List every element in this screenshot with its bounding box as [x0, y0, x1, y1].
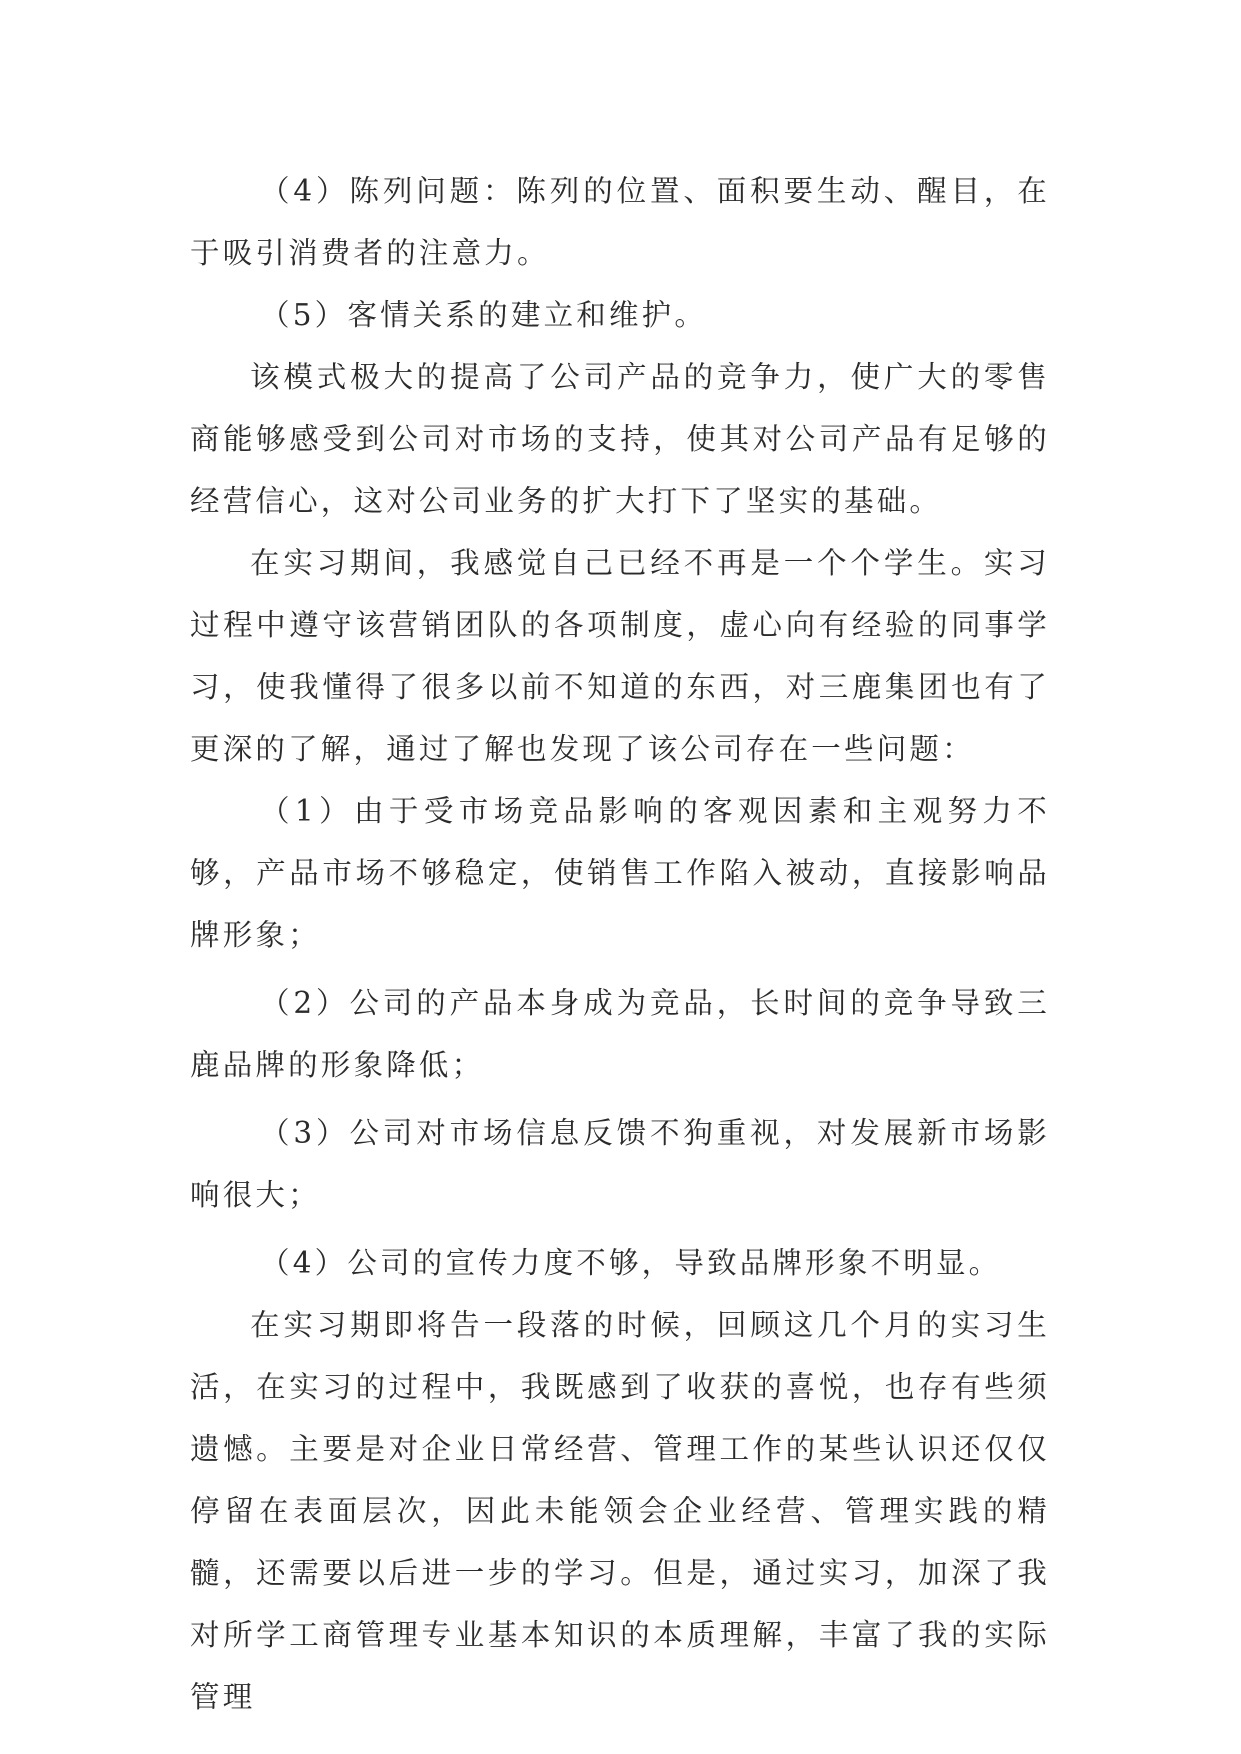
paragraph-problem-2: （2）公司的产品本身成为竞品，长时间的竞争导致三鹿品牌的形象降低； [190, 986, 1050, 1082]
paragraph-display-issue: （4）陈列问题：陈列的位置、面积要生动、醒目，在于吸引消费者的注意力。 [190, 174, 1050, 270]
paragraph-internship-period: 在实习期间，我感觉自己已经不再是一个个学生。实习过程中遵守该营销团队的各项制度，虚心向有经验的同事学习，使我懂得了很多以前不知道的东西，对三鹿集团也有了更深的了解，通过了解也发现了该公司存在一些问题： [190, 546, 1050, 766]
paragraph-conclusion: 在实习期即将告一段落的时候，回顾这几个月的实习生活，在实习的过程中，我既感到了收获的喜悦，也存有些须遗憾。主要是对企业日常经营、管理工作的某些认识还仅仅停留在表面层次，因此未能领会企业经营、管理实践的精髓，还需要以后进一步的学习。但是，通过实习，加深了我对所学工商管理专业基本知识的本质理解，丰富了我的实际管理 [190, 1308, 1050, 1714]
paragraph-problem-3: （3）公司对市场信息反馈不狗重视，对发展新市场影响很大； [190, 1116, 1050, 1212]
document-body [190, 160, 1050, 1728]
paragraph-problem-4: （4）公司的宣传力度不够，导致品牌形象不明显。 [260, 1246, 1002, 1280]
paragraph-problem-1: （1）由于受市场竞品影响的客观因素和主观努力不够，产品市场不够稳定，使销售工作陷入被动，直接影响品牌形象； [190, 794, 1050, 952]
paragraph-customer-relations: （5）客情关系的建立和维护。 [260, 298, 708, 332]
paragraph-model-benefits: 该模式极大的提高了公司产品的竞争力，使广大的零售商能够感受到公司对市场的支持，使其对公司产品有足够的经营信心，这对公司业务的扩大打下了坚实的基础。 [190, 360, 1050, 518]
